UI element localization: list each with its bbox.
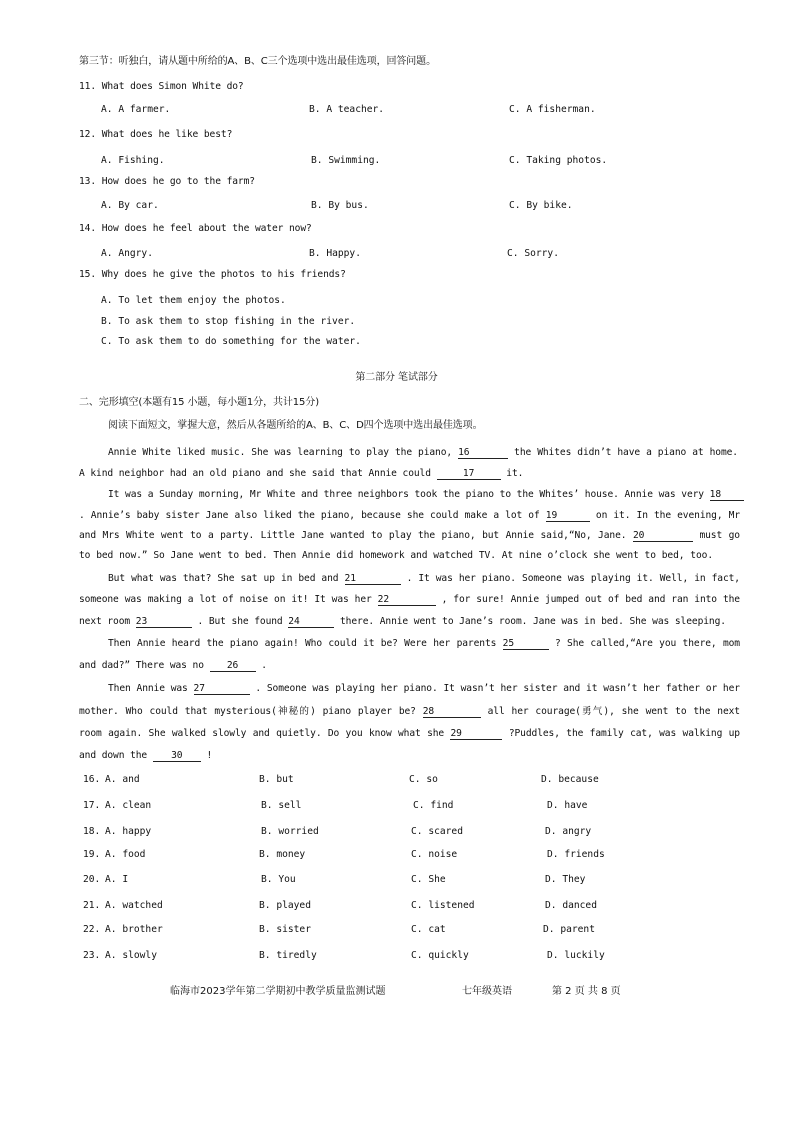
option-a: A. To let them enjoy the photos.: [101, 295, 286, 306]
option-d: D. luckily: [547, 950, 605, 961]
option-a: A. food: [105, 849, 146, 860]
option-d: D. friends: [547, 849, 605, 860]
blank-27: 27: [194, 683, 250, 695]
option-b: B. sister: [259, 924, 311, 935]
option-a: A. slowly: [105, 950, 157, 961]
option-a: A. I: [105, 874, 129, 885]
footer-subject: 七年级英语: [462, 986, 512, 997]
option-a: A. clean: [105, 800, 152, 811]
option-b: B. but: [259, 774, 294, 785]
option-b: B. tiredly: [259, 950, 317, 961]
blank-22: 22: [378, 594, 436, 606]
option-c: C. scared: [411, 826, 463, 837]
blank-30: 30: [153, 750, 201, 762]
passage-line: and dad?” There was no 26 .: [79, 660, 267, 671]
option-number: 18.: [83, 826, 101, 837]
option-d: D. have: [547, 800, 588, 811]
section-heading: 第三节：听独白，请从题中所给的A、B、C三个选项中选出最佳选项，回答问题。: [79, 56, 436, 67]
passage-line: Annie White liked music. She was learning to play the piano, 16 the Whites didn’t have a piano at home.: [108, 447, 738, 458]
option-number: 19.: [83, 849, 101, 860]
option-a: A. brother: [105, 924, 163, 935]
option-number: 23.: [83, 950, 101, 961]
option-b: B. sell: [261, 800, 302, 811]
option-c: C. cat: [411, 924, 446, 935]
passage-line: . Annie’s baby sister Jane also liked the piano, because she could make a lot of 19 on it. In the evening, Mr: [79, 510, 740, 521]
passage-line: to bed now.” So Jane went to bed. Then Annie did homework and watched TV. At nine o’clock she went to bed, too.: [79, 550, 713, 561]
option-b: B. money: [259, 849, 306, 860]
blank-21: 21: [345, 573, 401, 585]
blank-28: 28: [423, 706, 481, 718]
passage-line: mother. Who could that mysterious(神秘的) piano player be? 28 all her courage(勇气), she went to the next: [79, 706, 740, 717]
blank-17: 17: [437, 468, 501, 480]
option-c: C. Sorry.: [507, 248, 559, 259]
option-a: A. watched: [105, 900, 163, 911]
question-stem: 15. Why does he give the photos to his friends?: [79, 269, 346, 280]
passage-line: Then Annie was 27 . Someone was playing her piano. It wasn’t her sister and it wasn’t her father or her: [108, 683, 740, 694]
passage-line: and Mrs White went to a party. Little Jane wanted to play the piano, but Annie said,“No, Jane. 20 must go: [79, 530, 740, 541]
option-c: C. noise: [411, 849, 458, 860]
option-b: B. worried: [261, 826, 319, 837]
option-a: A. and: [105, 774, 140, 785]
blank-20: 20: [633, 530, 693, 542]
blank-19: 19: [546, 510, 590, 522]
option-d: D. angry: [545, 826, 592, 837]
option-d: D. danced: [545, 900, 597, 911]
option-b: B. played: [259, 900, 311, 911]
option-c: C. listened: [411, 900, 475, 911]
option-d: D. because: [541, 774, 599, 785]
question-stem: 11. What does Simon White do?: [79, 81, 244, 92]
option-number: 20.: [83, 874, 101, 885]
option-b: B. By bus.: [311, 200, 369, 211]
option-c: C. To ask them to do something for the water.: [101, 336, 361, 347]
option-c: C. By bike.: [509, 200, 573, 211]
option-c: C. She: [411, 874, 446, 885]
blank-23: 23: [136, 616, 192, 628]
option-a: A. A farmer.: [101, 104, 171, 115]
blank-16: 16: [458, 447, 508, 459]
passage-line: It was a Sunday morning, Mr White and three neighbors took the piano to the Whites’ house. Annie was very 18: [108, 489, 740, 501]
option-number: 21.: [83, 900, 101, 911]
option-b: B. You: [261, 874, 296, 885]
option-b: B. To ask them to stop fishing in the river.: [101, 316, 356, 327]
passage-line: next room 23 . But she found 24 there. Annie went to Jane’s room. Jane was in bed. She was sleeping.: [79, 616, 726, 627]
blank-18: 18: [710, 489, 744, 501]
option-c: C. Taking photos.: [509, 155, 608, 166]
blank-24: 24: [288, 616, 334, 628]
cloze-instruction: 阅读下面短文，掌握大意，然后从各题所给的A、B、C、D四个选项中选出最佳选项。: [108, 420, 483, 431]
passage-line: Then Annie heard the piano again! Who could it be? Were her parents 25 ? She called,“Are you there, mom: [108, 638, 740, 649]
option-c: C. quickly: [411, 950, 469, 961]
option-number: 22.: [83, 924, 101, 935]
question-stem: 14. How does he feel about the water now?: [79, 223, 312, 234]
part-title: 第二部分 笔试部分: [355, 372, 438, 383]
cloze-heading: 二、完形填空(本题有15 小题，每小题1分，共计15分): [79, 397, 319, 408]
option-b: B. A teacher.: [309, 104, 385, 115]
blank-25: 25: [503, 638, 549, 650]
passage-line: room again. She walked slowly and quietly. Do you know what she 29 ?Puddles, the family cat, was walking up: [79, 728, 740, 739]
question-stem: 13. How does he go to the farm?: [79, 176, 255, 187]
option-a: A. By car.: [101, 200, 159, 211]
option-number: 16.: [83, 774, 101, 785]
option-b: B. Swimming.: [311, 155, 381, 166]
footer-page-info: 第 2 页 共 8 页: [552, 986, 621, 997]
passage-line: But what was that? She sat up in bed and 21 . It was her piano. Someone was playing it. Well, in fact,: [108, 573, 740, 584]
option-c: C. so: [409, 774, 438, 785]
passage-line: and down the 30 !: [79, 750, 213, 761]
option-d: D. parent: [543, 924, 595, 935]
option-c: C. find: [413, 800, 454, 811]
blank-26: 26: [210, 660, 256, 672]
passage-line: someone was making a lot of noise on it! It was her 22 , for sure! Annie jumped out of bed and ran into the: [79, 594, 740, 605]
question-stem: 12. What does he like best?: [79, 129, 233, 140]
option-a: A. Fishing.: [101, 155, 165, 166]
blank-29: 29: [450, 728, 502, 740]
option-c: C. A fisherman.: [509, 104, 596, 115]
footer-exam-title: 临海市2023学年第二学期初中教学质量监测试题: [170, 986, 386, 997]
option-a: A. Angry.: [101, 248, 153, 259]
option-b: B. Happy.: [309, 248, 361, 259]
option-a: A. happy: [105, 826, 152, 837]
option-d: D. They: [545, 874, 586, 885]
passage-line: A kind neighbor had an old piano and she said that Annie could 17 it.: [79, 468, 524, 479]
option-number: 17.: [83, 800, 101, 811]
